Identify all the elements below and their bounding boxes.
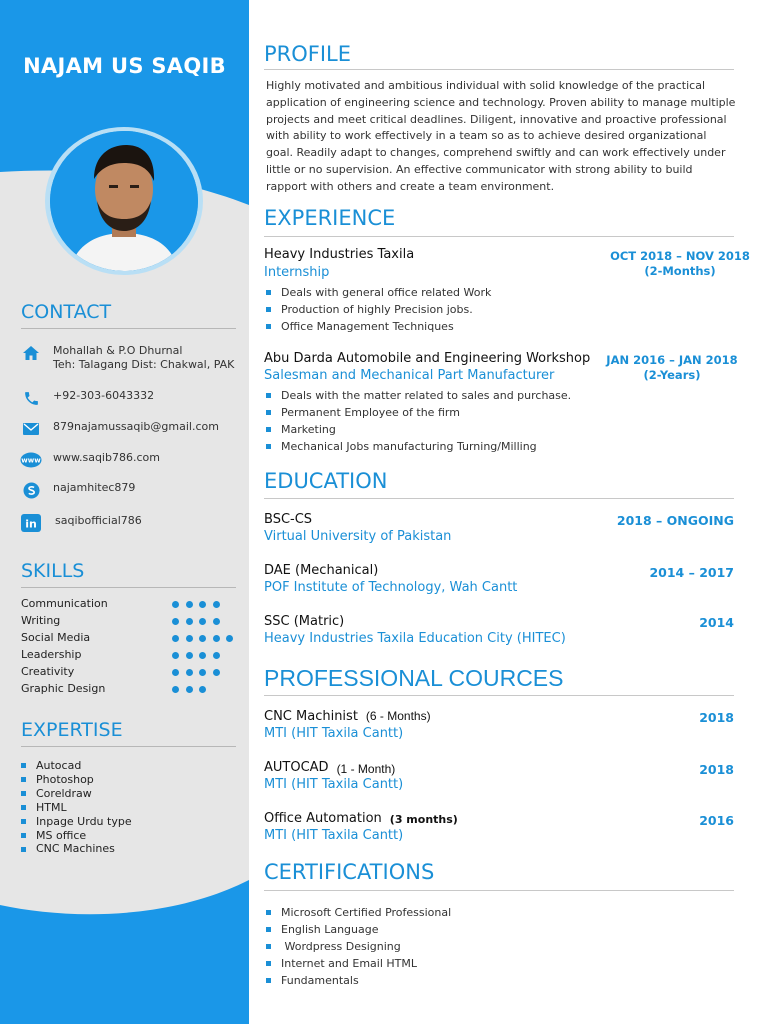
certifications-heading: CERTIFICATIONS [264, 860, 435, 884]
skill-label: Graphic Design [21, 682, 106, 695]
skill-level-dot [199, 686, 206, 693]
skill-label: Communication [21, 597, 108, 610]
course-title: CNC Machinist [264, 709, 358, 724]
skill-level-dot [186, 618, 193, 625]
linkedin-id[interactable]: saqibofficial786 [55, 514, 142, 527]
course-title-row [264, 811, 458, 826]
contact-linkedin [20, 514, 142, 532]
skill-level-dots [172, 652, 226, 659]
skill-label: Creativity [21, 665, 75, 678]
course-duration: (1 - Month) [336, 762, 396, 776]
certification-item: Microsoft Certified Professional [266, 904, 451, 921]
job-bullet: Marketing [266, 421, 571, 438]
skill-level-dot [199, 669, 206, 676]
mail-icon [20, 420, 42, 438]
job-date [580, 249, 768, 279]
expertise-heading: EXPERTISE [21, 719, 123, 741]
phone-icon [20, 389, 42, 407]
skill-level-dots [172, 601, 226, 608]
phone-number[interactable]: +92-303-6043332 [53, 389, 155, 402]
skill-level-dot [213, 601, 220, 608]
skill-label: Social Media [21, 631, 91, 644]
skype-id[interactable]: najamhitec879 [53, 481, 136, 494]
skill-level-dot [186, 635, 193, 642]
education-date: 2014 [699, 615, 734, 630]
skill-level-dot [226, 635, 233, 642]
education-degree: DAE (Mechanical) [264, 563, 379, 578]
course-title-row [264, 760, 395, 775]
certifications-list [266, 904, 451, 989]
skill-level-dot [199, 652, 206, 659]
expertise-list [21, 759, 132, 856]
education-institute: POF Institute of Technology, Wah Cantt [264, 580, 518, 595]
course-date: 2016 [699, 813, 734, 828]
skill-level-dot [213, 635, 220, 642]
job-bullet: Permanent Employee of the firm [266, 404, 571, 421]
skill-level-dot [213, 652, 220, 659]
job-company: Abu Darda Automobile and Engineering Workshop [264, 351, 591, 366]
education-date: 2018 – ONGOING [616, 513, 734, 528]
job-bullets [266, 284, 491, 335]
skill-level-dot [172, 635, 179, 642]
education-degree: BSC-CS [264, 512, 313, 527]
contact-email [20, 420, 219, 438]
courses-heading: PROFESSIONAL COURCES [264, 665, 564, 691]
course-institute: MTI (HIT Taxila Cantt) [264, 828, 404, 843]
course-title: AUTOCAD [264, 760, 329, 775]
contact-skype [20, 481, 135, 499]
education-institute: Heavy Industries Taxila Education City (HITEC) [264, 631, 566, 646]
skill-level-dots [172, 686, 213, 693]
email-address[interactable]: 879najamussaqib@gmail.com [53, 420, 219, 433]
job-bullets [266, 387, 571, 455]
skill-level-dots [172, 635, 240, 642]
candidate-name: NAJAM US SAQIB [23, 54, 226, 78]
expertise-item: Coreldraw [21, 787, 132, 801]
expertise-divider [21, 746, 236, 747]
education-divider [264, 498, 734, 499]
skill-level-dot [199, 618, 206, 625]
skill-level-dot [199, 601, 206, 608]
expertise-item: CNC Machines [21, 842, 132, 856]
profile-summary: Highly motivated and ambitious individual with solid knowledge of the practical application of engineering science and technology. Proven ability to manage multiple projects and meet critical deadlines. Diligent, innovative and proactive professional with ability to work effectively in a team so as to achieve desired organizational goal. Readily adapt to changes, comprehend swiftly and can work effectively under little or no supervision. An effective communicator with strong ability to build rapport with others and create a team environment. [266, 79, 736, 193]
skill-level-dot [213, 669, 220, 676]
contact-address [20, 344, 234, 372]
skill-level-dot [172, 618, 179, 625]
skill-label: Leadership [21, 648, 82, 661]
skill-level-dot [199, 635, 206, 642]
job-bullet: Production of highly Precision jobs. [266, 301, 491, 318]
courses-divider [264, 695, 734, 696]
course-title-row [264, 709, 431, 724]
skill-level-dot [186, 652, 193, 659]
course-date: 2018 [699, 762, 734, 777]
skill-level-dot [172, 669, 179, 676]
skills-heading: SKILLS [21, 560, 85, 582]
course-institute: MTI (HIT Taxila Cantt) [264, 726, 404, 741]
website-link[interactable]: www.saqib786.com [53, 451, 160, 464]
skills-divider [21, 587, 236, 588]
job-bullet: Mechanical Jobs manufacturing Turning/Milling [266, 438, 571, 455]
globe-icon [20, 451, 42, 469]
job-bullet: Deals with general office related Work [266, 284, 491, 301]
certification-item: Internet and Email HTML [266, 955, 451, 972]
certifications-divider [264, 890, 734, 891]
profile-heading: PROFILE [264, 42, 352, 66]
job-duration: (2-Months) [644, 264, 716, 278]
experience-heading: EXPERIENCE [264, 206, 396, 230]
skill-level-dot [172, 652, 179, 659]
course-duration: (6 - Months) [365, 709, 431, 723]
certification-item: Wordpress Designing [266, 938, 451, 955]
job-date [572, 353, 768, 383]
certification-item: English Language [266, 921, 451, 938]
job-date-range: JAN 2016 – JAN 2018 [606, 353, 738, 367]
profile-photo [50, 131, 198, 271]
skill-level-dot [213, 618, 220, 625]
job-role: Internship [264, 265, 330, 280]
skill-level-dot [186, 669, 193, 676]
certification-item: Fundamentals [266, 972, 451, 989]
course-duration: (3 months) [389, 813, 458, 826]
education-heading: EDUCATION [264, 469, 388, 493]
course-date: 2018 [699, 710, 734, 725]
experience-divider [264, 236, 734, 237]
linkedin-icon-label: in [25, 517, 37, 531]
education-degree: SSC (Matric) [264, 614, 345, 629]
skill-level-dots [172, 618, 226, 625]
linkedin-icon [20, 514, 42, 532]
skill-level-dot [172, 601, 179, 608]
expertise-item: MS office [21, 829, 132, 843]
course-title: Office Automation [264, 811, 382, 826]
skype-icon [20, 481, 42, 499]
course-institute: MTI (HIT Taxila Cantt) [264, 777, 404, 792]
contact-phone [20, 389, 154, 407]
expertise-item: HTML [21, 801, 132, 815]
job-duration: (2-Years) [643, 368, 701, 382]
globe-icon-label: www [21, 456, 41, 465]
education-institute: Virtual University of Pakistan [264, 529, 452, 544]
contact-website [20, 451, 160, 469]
job-company: Heavy Industries Taxila [264, 247, 415, 262]
job-date-range: OCT 2018 – NOV 2018 [610, 249, 750, 263]
expertise-item: Inpage Urdu type [21, 815, 132, 829]
education-date: 2014 – 2017 [649, 565, 734, 580]
address-line-1: Mohallah & P.O Dhurnal [53, 344, 183, 357]
job-bullet: Office Management Techniques [266, 318, 491, 335]
skill-level-dot [186, 686, 193, 693]
contact-divider [21, 328, 236, 329]
job-bullet: Deals with the matter related to sales and purchase. [266, 387, 571, 404]
expertise-item: Autocad [21, 759, 132, 773]
address-line-2: Teh: Talagang Dist: Chakwal, PAK [53, 358, 235, 371]
skill-level-dots [172, 669, 226, 676]
skill-level-dot [172, 686, 179, 693]
sidebar [0, 0, 249, 1024]
home-icon [20, 344, 42, 362]
skill-label: Writing [21, 614, 61, 627]
profile-divider [264, 69, 734, 70]
expertise-item: Photoshop [21, 773, 132, 787]
contact-heading: CONTACT [21, 301, 112, 323]
job-role: Salesman and Mechanical Part Manufacturer [264, 368, 555, 383]
skill-level-dot [186, 601, 193, 608]
